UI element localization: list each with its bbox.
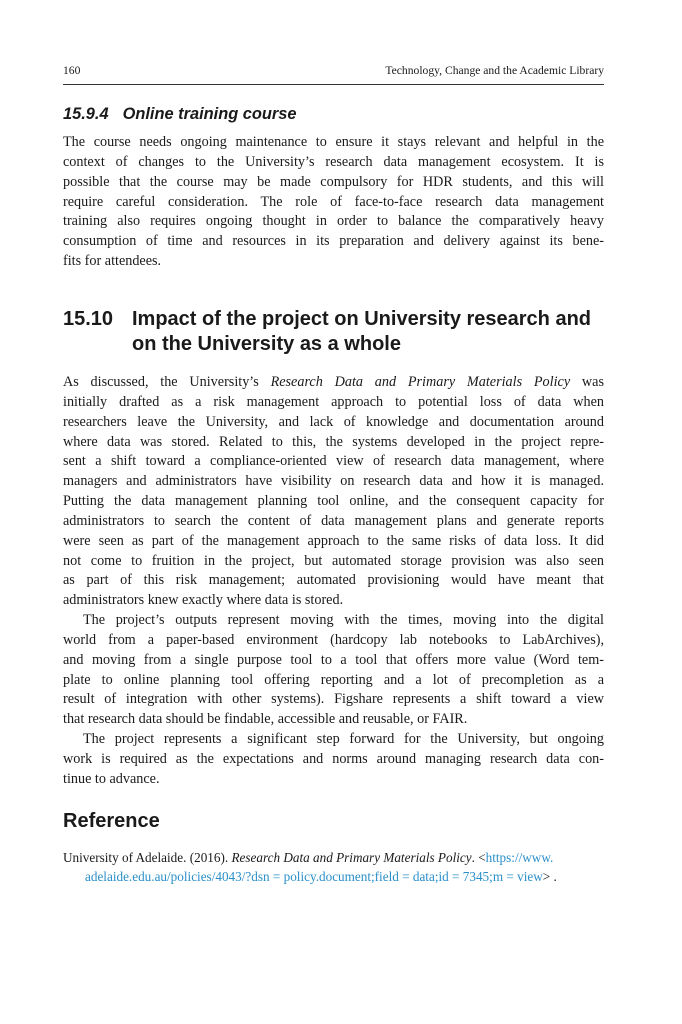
- text-run: University of Adelaide. (2016).: [63, 850, 232, 865]
- text-line: result of integration with other systems). Figshare represents a shift toward a view: [63, 691, 604, 708]
- text-line: The course needs ongoing maintenance to ensure it stays relevant and helpful in the: [63, 134, 604, 150]
- paragraph-impact-2: [63, 611, 604, 730]
- text-line: that research data should be findable, accessible and reusable, or FAIR.: [63, 711, 468, 728]
- section-title-line: Impact of the project on University research and: [132, 308, 592, 330]
- text-line: The project’s outputs represent moving with the times, moving into the digital: [83, 612, 604, 628]
- text-line: The project represents a significant step forward for the University, but ongoing: [83, 731, 604, 747]
- section-title: Online training course: [122, 105, 297, 123]
- text-line: fits for attendees.: [63, 253, 162, 270]
- text-line: managers and administrators have visibility on research data and how it is managed.: [63, 473, 604, 490]
- text-line: work is required as the expectations and norms around managing research data con-: [63, 750, 604, 767]
- text-line: training also requires ongoing thought in order to balance the comparatively heavy: [63, 213, 604, 230]
- text-line: [63, 373, 604, 393]
- text-run: > .: [542, 869, 557, 884]
- section-15-9-4-heading: [63, 104, 297, 124]
- text-line: initially drafted as a risk management approach to potential loss of data when: [63, 393, 604, 410]
- text-line: and moving from a single purpose tool to a tool that offers more value (Word tem-: [63, 651, 604, 668]
- text-line: Putting the data management planning tool online, and the consequent capacity for: [63, 493, 604, 510]
- text-line: possible that the course may be made compulsory for HDR students, and this will: [63, 173, 604, 190]
- reference-link[interactable]: https://www.: [485, 850, 554, 865]
- paragraph-impact-1: [63, 373, 604, 611]
- section-title-line: on the University as a whole: [132, 333, 401, 355]
- reference-link[interactable]: adelaide.edu.au/policies/4043/?dsn = policy.document;field = data;id = 7345;m = view: [85, 869, 543, 884]
- text-line: tinue to advance.: [63, 770, 160, 787]
- reference-title: Research Data and Primary Materials Policy: [231, 850, 472, 865]
- text-line: as part of this risk management; automated provisioning would have meant that: [63, 572, 604, 589]
- text-line: researchers leave the University, and lack of knowledge and documentation around: [63, 413, 604, 430]
- policy-title: Research Data and Primary Materials Policy: [270, 374, 571, 390]
- section-title: [132, 307, 591, 357]
- reference-line: [63, 848, 604, 867]
- text-line: not come to fruition in the project, but automated storage provision was also seen: [63, 552, 604, 569]
- reference-entry: [63, 848, 604, 886]
- text-line: sent a shift toward a compliance-oriented view of research data management, where: [63, 453, 604, 470]
- section-15-10-heading: [63, 307, 604, 357]
- paragraph-impact-3: [63, 730, 604, 790]
- section-number: 15.9.4: [63, 105, 109, 123]
- reference-line: [63, 867, 604, 886]
- text-line: plate to online planning tool offering reporting and a lot of precompletion as a: [63, 671, 604, 688]
- text-line: administrators to search the content of data management plans and generate reports: [63, 512, 604, 529]
- running-header: [63, 64, 604, 78]
- running-title: Technology, Change and the Academic Library: [385, 64, 604, 77]
- page-number: 160: [63, 64, 81, 77]
- text-run: was: [570, 374, 604, 390]
- header-rule: [63, 84, 604, 85]
- reference-heading: Reference: [63, 810, 160, 832]
- paragraph-online-training: [63, 133, 604, 272]
- text-line: where data was stored. Related to this, the systems developed in the project repre-: [63, 433, 604, 450]
- text-run: . <: [471, 850, 486, 865]
- text-line: were seen as part of the management approach to the same risks of data loss. It did: [63, 532, 604, 549]
- text-line: world from a paper-based environment (hardcopy lab notebooks to LabArchives),: [63, 631, 604, 648]
- text-line: administrators knew exactly where data is stored.: [63, 592, 344, 609]
- text-line: require careful consideration. The role of face-to-face research data management: [63, 193, 604, 210]
- section-number: 15.10: [63, 308, 114, 330]
- text-line: consumption of time and resources in its preparation and delivery against its bene-: [63, 233, 604, 250]
- text-line: context of changes to the University’s research data management ecosystem. It is: [63, 153, 604, 170]
- text-run: As discussed, the University’s: [63, 374, 271, 390]
